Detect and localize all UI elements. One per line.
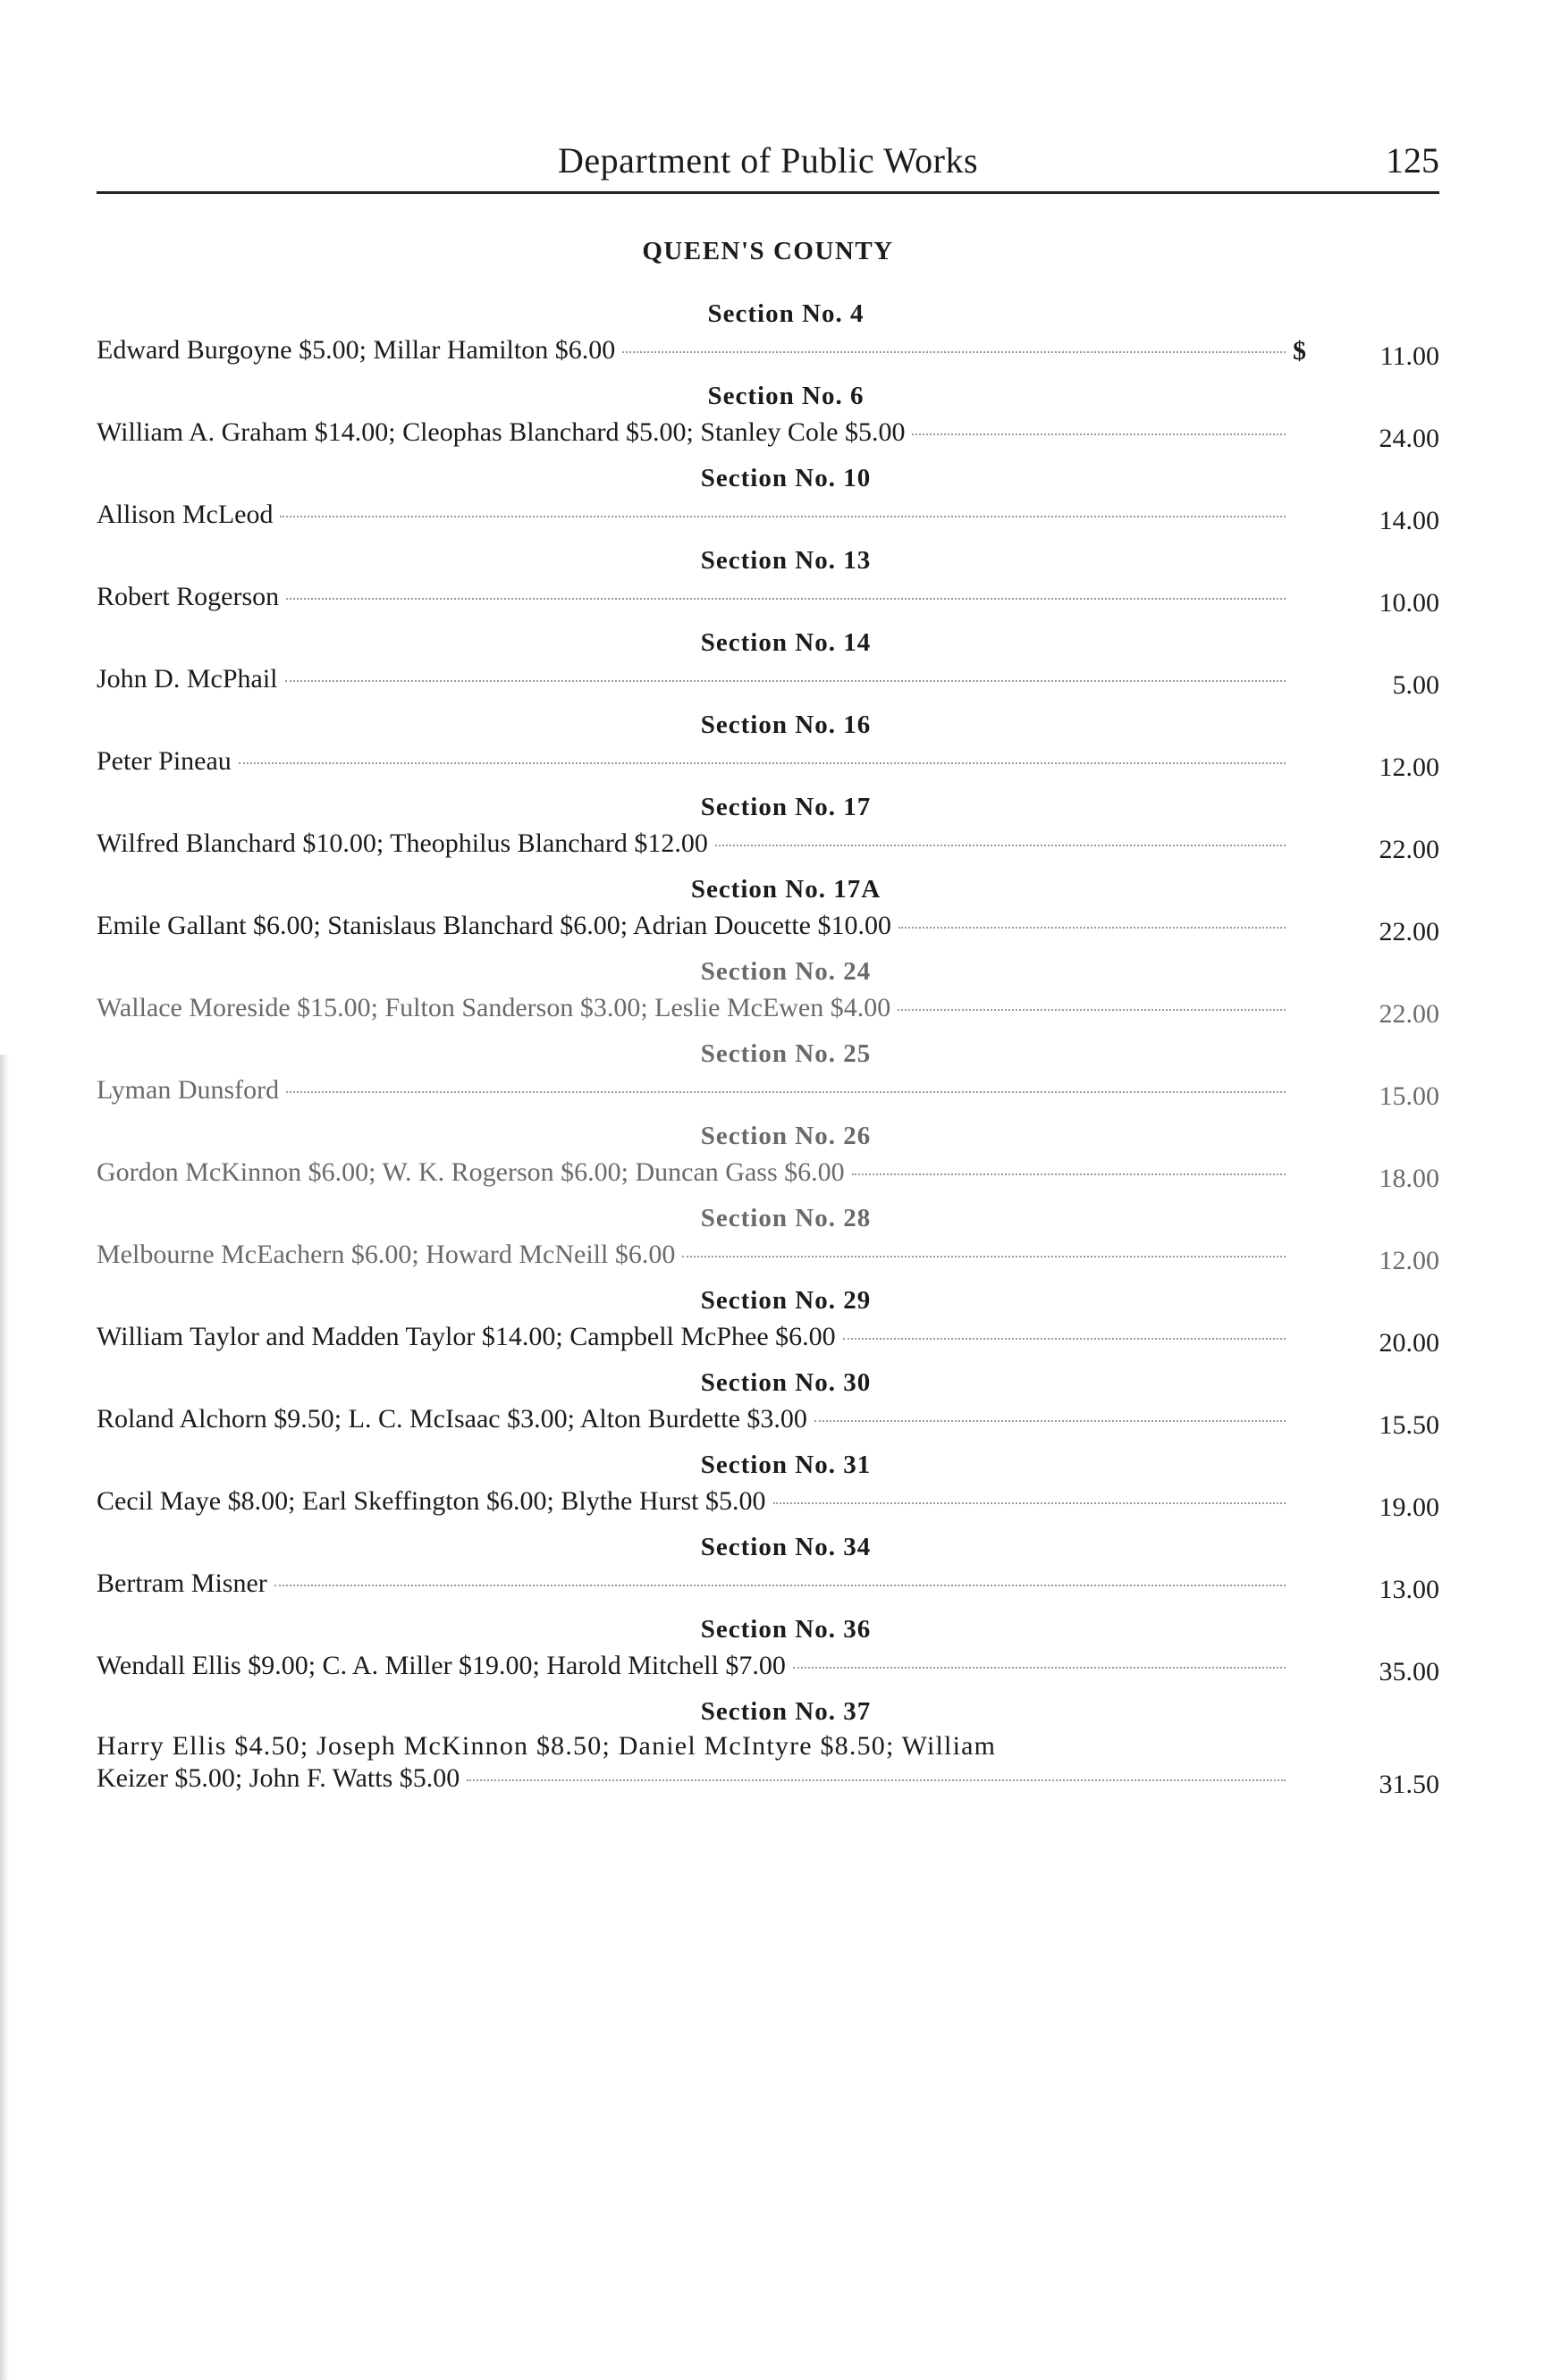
entry-text: John D. McPhail <box>97 664 278 694</box>
section-heading: Section No. 36 <box>700 1615 872 1644</box>
entry-row <box>97 990 1439 1035</box>
dot-leader <box>852 1173 1286 1175</box>
page-header <box>97 132 1439 195</box>
entry-amount: 5.00 <box>1392 670 1439 700</box>
currency-symbol: $ <box>1293 336 1306 366</box>
section-heading: Section No. 25 <box>700 1039 872 1068</box>
entry-text: William A. Graham $14.00; Cleophas Blanchard $5.00; Stanley Cole $5.00 <box>97 417 906 447</box>
entry-text: Roland Alchorn $9.50; L. C. McIsaac $3.00; Alton Burdette $3.00 <box>97 1404 807 1434</box>
dot-leader <box>682 1256 1286 1257</box>
section-heading: Section No. 28 <box>700 1204 872 1232</box>
entry-text: Peter Pineau <box>97 746 232 776</box>
section-block <box>97 1610 1439 1693</box>
dot-leader <box>286 598 1286 600</box>
entry-amount: 14.00 <box>1379 506 1439 535</box>
section-heading: Section No. 37 <box>700 1697 872 1726</box>
section-block <box>97 870 1439 953</box>
entry-row <box>97 661 1439 706</box>
entry-text: Wallace Moreside $15.00; Fulton Sanderson $3.00; Leslie McEwen $4.00 <box>97 993 891 1022</box>
section-block <box>97 706 1439 788</box>
section-heading: Section No. 17 <box>700 793 872 821</box>
entry-text: Allison McLeod <box>97 500 274 529</box>
running-title: Department of Public Works <box>557 140 979 181</box>
dot-leader <box>285 680 1286 682</box>
entry-amount: 10.00 <box>1379 588 1439 618</box>
entry-text: Lyman Dunsford <box>97 1075 280 1105</box>
entry-amount: 19.00 <box>1379 1493 1439 1522</box>
dot-leader <box>715 845 1286 846</box>
entry-text: Bertram Misner <box>97 1568 267 1598</box>
page-number: 125 <box>1386 140 1439 181</box>
dot-leader <box>280 516 1286 517</box>
dot-leader <box>912 433 1286 435</box>
entry-amount: 12.00 <box>1379 753 1439 782</box>
dot-leader <box>843 1338 1286 1340</box>
entry-row <box>97 579 1439 624</box>
entry-row <box>97 497 1439 542</box>
dot-leader <box>773 1502 1286 1504</box>
section-heading: Section No. 30 <box>700 1368 872 1397</box>
entry-row <box>97 1072 1439 1117</box>
section-heading: Section No. 17A <box>690 875 881 904</box>
entry-row <box>97 1648 1439 1693</box>
section-block <box>97 1446 1439 1528</box>
entry-text: Robert Rogerson <box>97 582 280 611</box>
section-heading: Section No. 31 <box>700 1451 872 1479</box>
county-heading: QUEEN'S COUNTY <box>642 237 894 265</box>
section-heading: Section No. 4 <box>707 299 865 328</box>
dot-leader <box>898 1009 1286 1011</box>
section-block <box>97 1282 1439 1364</box>
section-block <box>97 459 1439 542</box>
section-block <box>97 624 1439 706</box>
header-rule <box>97 191 1439 194</box>
entry-amount: 18.00 <box>1379 1164 1439 1193</box>
entry-amount: 31.50 <box>1379 1770 1439 1799</box>
section-heading: Section No. 14 <box>700 628 872 657</box>
entry-row <box>97 908 1439 953</box>
entry-row <box>97 744 1439 788</box>
section-heading: Section No. 26 <box>700 1122 872 1150</box>
entry-text: Melbourne McEachern $6.00; Howard McNeill $6.00 <box>97 1240 676 1269</box>
section-block <box>97 788 1439 870</box>
section-block <box>97 953 1439 1035</box>
entry-amount: 22.00 <box>1379 999 1439 1029</box>
entry-row <box>97 1401 1439 1446</box>
entry-text: Wilfred Blanchard $10.00; Theophilus Blanchard $12.00 <box>97 828 708 858</box>
section-block <box>97 1199 1439 1282</box>
section-heading: Section No. 34 <box>700 1533 872 1561</box>
dot-leader <box>467 1779 1286 1781</box>
entry-text: Emile Gallant $6.00; Stanislaus Blanchard $6.00; Adrian Doucette $10.00 <box>97 911 891 940</box>
section-heading: Section No. 6 <box>707 382 865 410</box>
dot-leader <box>274 1585 1286 1586</box>
dot-leader <box>239 762 1286 764</box>
section-block <box>97 1117 1439 1199</box>
sections-list <box>97 295 1439 1805</box>
dot-leader <box>814 1420 1286 1422</box>
entry-row <box>97 332 1439 377</box>
section-heading: Section No. 16 <box>700 711 872 739</box>
section-heading: Section No. 24 <box>700 957 872 986</box>
section-block <box>97 377 1439 459</box>
entry-text-line-2: Keizer $5.00; John F. Watts $5.00 <box>97 1763 460 1793</box>
entry-amount: 15.50 <box>1379 1410 1439 1440</box>
entry-row <box>97 1237 1439 1282</box>
entry-row <box>97 1155 1439 1199</box>
section-heading: Section No. 29 <box>700 1286 872 1315</box>
section-block <box>97 1693 1439 1805</box>
section-block <box>97 1528 1439 1610</box>
entry-row <box>97 415 1439 459</box>
entry-amount: 24.00 <box>1379 424 1439 453</box>
entry-row <box>97 1566 1439 1610</box>
entry-text: Wendall Ellis $9.00; C. A. Miller $19.00; Harold Mitchell $7.00 <box>97 1651 786 1680</box>
entry-amount: 22.00 <box>1379 835 1439 864</box>
dot-leader <box>622 351 1286 353</box>
section-block <box>97 295 1439 377</box>
dot-leader <box>898 927 1286 929</box>
entry-amount: 12.00 <box>1379 1246 1439 1275</box>
entry-text: Edward Burgoyne $5.00; Millar Hamilton $6.00 <box>97 335 616 365</box>
entry-text: William Taylor and Madden Taylor $14.00; Campbell McPhee $6.00 <box>97 1322 836 1351</box>
entry-text: Cecil Maye $8.00; Earl Skeffington $6.00; Blythe Hurst $5.00 <box>97 1486 766 1516</box>
entry-row <box>97 1730 1439 1805</box>
entry-amount: 15.00 <box>1379 1081 1439 1111</box>
section-block <box>97 542 1439 624</box>
section-heading: Section No. 10 <box>700 464 872 492</box>
entry-row <box>97 1484 1439 1528</box>
scan-edge-shadow <box>0 1055 9 2380</box>
entry-text-line-1: Harry Ellis $4.50; Joseph McKinnon $8.50; Daniel McIntyre $8.50; William <box>97 1731 997 1761</box>
entry-row <box>97 826 1439 870</box>
dot-leader <box>793 1667 1286 1669</box>
entry-amount: 20.00 <box>1379 1328 1439 1358</box>
dot-leader <box>286 1091 1286 1093</box>
entry-amount: 22.00 <box>1379 917 1439 946</box>
section-heading: Section No. 13 <box>700 546 872 575</box>
entry-text: Gordon McKinnon $6.00; W. K. Rogerson $6.00; Duncan Gass $6.00 <box>97 1157 845 1187</box>
entry-amount: 35.00 <box>1379 1657 1439 1686</box>
entry-amount: 11.00 <box>1379 341 1439 371</box>
entry-amount: 13.00 <box>1379 1575 1439 1604</box>
section-block <box>97 1364 1439 1446</box>
entry-row <box>97 1319 1439 1364</box>
section-block <box>97 1035 1439 1117</box>
